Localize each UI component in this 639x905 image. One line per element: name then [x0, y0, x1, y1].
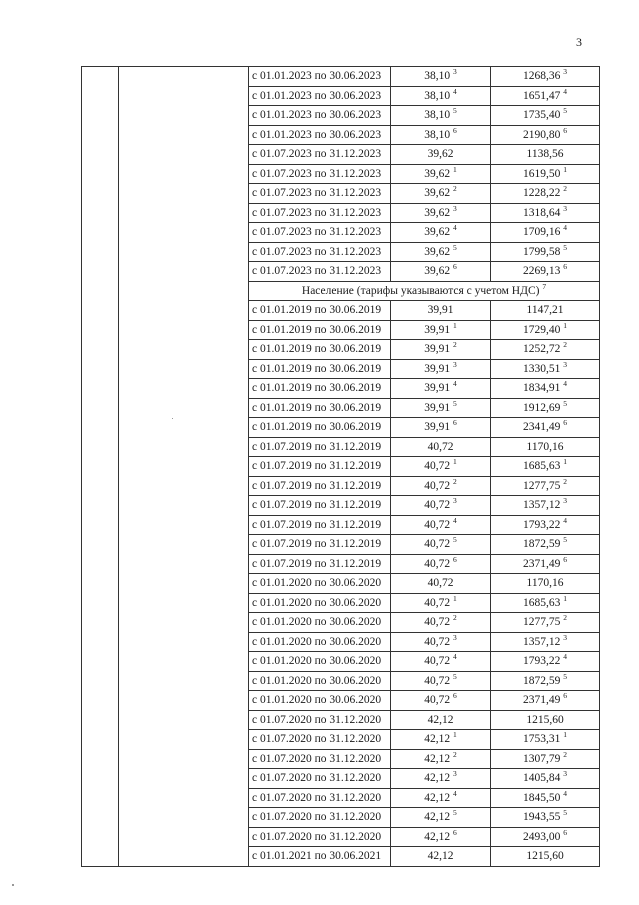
tariff-table-body	[82, 67, 600, 867]
period-cell: с 01.07.2023 по 31.12.2023	[249, 184, 391, 204]
rate-value: 42,12	[424, 830, 451, 843]
footnote-mark: 4	[563, 86, 567, 96]
rate-value: 1147,21	[526, 304, 564, 317]
footnote-mark: 2	[453, 613, 457, 623]
footnote-mark: 5	[563, 671, 567, 681]
group-header-cell	[249, 281, 600, 301]
rate-value: 1872,59	[523, 674, 561, 687]
rate-value: 38,10	[424, 109, 451, 122]
rate-value: 39,62	[424, 226, 451, 239]
rate-per-gcal-cell	[491, 847, 600, 867]
rate-per-gcal-cell	[491, 164, 600, 184]
period-cell: с 01.07.2020 по 31.12.2020	[249, 769, 391, 789]
rate-per-gcal-cell	[491, 554, 600, 574]
rate-per-gcal-cell	[491, 67, 600, 87]
footnote-mark: 5	[453, 398, 457, 408]
rate-value: 1709,16	[523, 226, 561, 239]
period-cell: с 01.07.2019 по 31.12.2019	[249, 457, 391, 477]
rate-per-gcal-cell	[491, 379, 600, 399]
rate-value: 1277,75	[523, 616, 561, 629]
rate-value: 39,91	[424, 362, 451, 375]
footnote-mark: 1	[563, 730, 567, 740]
rate-per-gcal-cell	[491, 223, 600, 243]
rate-value: 42,12	[424, 811, 451, 824]
footnote-mark: 6	[563, 418, 567, 428]
period-cell: с 01.07.2019 по 31.12.2019	[249, 535, 391, 555]
period-cell: с 01.07.2019 по 31.12.2019	[249, 476, 391, 496]
period-cell: с 01.01.2019 по 30.06.2019	[249, 301, 391, 321]
empty-number-column	[82, 67, 119, 867]
rate-value: 38,10	[424, 89, 451, 102]
period-cell: с 01.01.2023 по 30.06.2023	[249, 67, 391, 87]
footnote-mark: 2	[453, 749, 457, 759]
rate-per-kwh-cell	[391, 847, 491, 867]
rate-per-kwh-cell	[391, 184, 491, 204]
rate-per-kwh-cell	[391, 203, 491, 223]
rate-per-gcal-cell	[491, 340, 600, 360]
rate-per-kwh-cell	[391, 613, 491, 633]
footnote-mark: 1	[453, 164, 457, 174]
rate-per-kwh-cell	[391, 242, 491, 262]
rate-value: 40,72	[424, 518, 451, 531]
footnote-mark: 5	[563, 808, 567, 818]
rate-value: 1357,12	[523, 499, 561, 512]
rate-per-gcal-cell	[491, 242, 600, 262]
footnote-mark: 3	[563, 496, 567, 506]
footnote-mark: 2	[453, 184, 457, 194]
footnote-mark: 3	[453, 496, 457, 506]
period-cell: с 01.01.2020 по 30.06.2020	[249, 593, 391, 613]
rate-value: 38,10	[424, 70, 451, 83]
rate-per-kwh-cell	[391, 125, 491, 145]
period-cell: с 01.01.2020 по 30.06.2020	[249, 691, 391, 711]
rate-value: 40,72	[424, 694, 451, 707]
footnote-mark: 2	[563, 184, 567, 194]
period-cell: с 01.07.2023 по 31.12.2023	[249, 203, 391, 223]
rate-value: 39,62	[424, 206, 451, 219]
rate-per-kwh-cell	[391, 788, 491, 808]
footnote-mark: 5	[563, 398, 567, 408]
rate-value: 1845,50	[523, 791, 561, 804]
period-cell: с 01.01.2019 по 30.06.2019	[249, 340, 391, 360]
rate-per-gcal-cell	[491, 125, 600, 145]
rate-value: 1799,58	[523, 245, 561, 258]
rate-value: 39,62	[427, 148, 454, 161]
rate-per-gcal-cell	[491, 359, 600, 379]
rate-value: 40,72	[424, 616, 451, 629]
rate-per-kwh-cell	[391, 145, 491, 165]
rate-per-kwh-cell	[391, 359, 491, 379]
rate-value: 42,12	[424, 772, 451, 785]
rate-value: 1405,84	[523, 772, 561, 785]
rate-per-kwh-cell	[391, 223, 491, 243]
footnote-mark: 4	[453, 379, 457, 389]
rate-per-gcal-cell	[491, 574, 600, 594]
footnote-mark: 5	[453, 808, 457, 818]
period-cell: с 01.07.2020 по 31.12.2020	[249, 730, 391, 750]
period-cell: с 01.07.2020 по 31.12.2020	[249, 749, 391, 769]
period-cell: с 01.07.2019 по 31.12.2019	[249, 437, 391, 457]
rate-per-kwh-cell	[391, 769, 491, 789]
rate-per-gcal-cell	[491, 398, 600, 418]
rate-per-gcal-cell	[491, 613, 600, 633]
footnote-mark: 2	[563, 340, 567, 350]
rate-per-gcal-cell	[491, 301, 600, 321]
rate-value: 40,72	[424, 460, 451, 473]
rate-per-gcal-cell	[491, 671, 600, 691]
rate-value: 42,12	[427, 713, 454, 726]
rate-value: 2371,49	[523, 557, 561, 570]
footnote-mark: 4	[453, 652, 457, 662]
footnote-mark: 3	[563, 359, 567, 369]
rate-value: 2493,00	[523, 830, 561, 843]
footnote-mark: 4	[563, 788, 567, 798]
period-cell: с 01.01.2019 по 30.06.2019	[249, 359, 391, 379]
rate-per-kwh-cell	[391, 593, 491, 613]
rate-value: 40,72	[424, 557, 451, 570]
footnote-mark: 6	[563, 125, 567, 135]
rate-per-kwh-cell	[391, 515, 491, 535]
rate-value: 42,12	[424, 752, 451, 765]
rate-value: 1357,12	[523, 635, 561, 648]
footnote-mark: 6	[453, 554, 457, 564]
rate-per-gcal-cell	[491, 730, 600, 750]
rate-per-kwh-cell	[391, 320, 491, 340]
rate-value: 40,72	[424, 499, 451, 512]
rate-value: 39,62	[424, 265, 451, 278]
rate-value: 2190,80	[523, 128, 561, 141]
footnote-mark: 1	[453, 457, 457, 467]
footnote-mark: 4	[453, 223, 457, 233]
rate-per-gcal-cell	[491, 437, 600, 457]
rate-per-kwh-cell	[391, 340, 491, 360]
rate-per-gcal-cell	[491, 632, 600, 652]
group-header-text: Население (тарифы указываются с учетом НДС)	[301, 284, 540, 297]
rate-value: 1215,60	[526, 850, 564, 863]
period-cell: с 01.01.2020 по 30.06.2020	[249, 632, 391, 652]
rate-per-gcal-cell	[491, 145, 600, 165]
rate-per-kwh-cell	[391, 574, 491, 594]
footnote-mark: 6	[453, 418, 457, 428]
rate-per-kwh-cell	[391, 827, 491, 847]
footnote-mark: 2	[563, 749, 567, 759]
footnote-mark: 3	[563, 203, 567, 213]
rate-value: 1685,63	[523, 460, 561, 473]
footnote-mark: 5	[563, 242, 567, 252]
footnote-mark: 1	[563, 164, 567, 174]
period-cell: с 01.01.2019 по 30.06.2019	[249, 418, 391, 438]
rate-per-kwh-cell	[391, 710, 491, 730]
rate-value: 39,91	[424, 401, 451, 414]
rate-per-kwh-cell	[391, 457, 491, 477]
rate-value: 1252,72	[523, 343, 561, 356]
rate-per-kwh-cell	[391, 379, 491, 399]
rate-per-kwh-cell	[391, 67, 491, 87]
footnote-mark: 2	[453, 476, 457, 486]
rate-per-kwh-cell	[391, 496, 491, 516]
rate-value: 39,91	[424, 421, 451, 434]
footnote-mark: 1	[563, 593, 567, 603]
rate-per-gcal-cell	[491, 749, 600, 769]
rate-per-gcal-cell	[491, 652, 600, 672]
rate-value: 2371,49	[523, 694, 561, 707]
period-cell: с 01.07.2020 по 31.12.2020	[249, 808, 391, 828]
rate-value: 1685,63	[523, 596, 561, 609]
rate-per-kwh-cell	[391, 730, 491, 750]
period-cell: с 01.01.2023 по 30.06.2023	[249, 125, 391, 145]
footnote-mark: 6	[453, 262, 457, 272]
rate-value: 1330,51	[523, 362, 561, 375]
rate-per-gcal-cell	[491, 808, 600, 828]
footnote-mark: 6	[453, 125, 457, 135]
period-cell: с 01.07.2023 по 31.12.2023	[249, 145, 391, 165]
footnote-mark: 1	[563, 320, 567, 330]
period-cell: с 01.07.2020 по 31.12.2020	[249, 788, 391, 808]
rate-per-gcal-cell	[491, 86, 600, 106]
rate-value: 40,72	[427, 440, 454, 453]
footnote-mark: 2	[563, 476, 567, 486]
rate-value: 39,91	[424, 382, 451, 395]
rate-value: 1318,64	[523, 206, 561, 219]
rate-value: 42,12	[424, 791, 451, 804]
rate-value: 1268,36	[523, 70, 561, 83]
rate-per-gcal-cell	[491, 788, 600, 808]
period-cell: с 01.01.2023 по 30.06.2023	[249, 86, 391, 106]
rate-value: 1912,69	[523, 401, 561, 414]
rate-value: 40,72	[427, 577, 454, 590]
rate-value: 40,72	[424, 655, 451, 668]
footnote-mark: 3	[563, 632, 567, 642]
footnote-mark: 1	[563, 457, 567, 467]
rate-value: 1943,55	[523, 811, 561, 824]
rate-value: 39,62	[424, 167, 451, 180]
footnote-mark: 1	[453, 320, 457, 330]
footnote-mark: 4	[453, 86, 457, 96]
period-cell: с 01.01.2019 по 30.06.2019	[249, 398, 391, 418]
footnote-mark: 2	[453, 340, 457, 350]
empty-organization-column	[119, 67, 249, 867]
rate-per-gcal-cell	[491, 769, 600, 789]
rate-value: 1753,31	[523, 733, 561, 746]
rate-per-gcal-cell	[491, 496, 600, 516]
rate-value: 40,72	[424, 596, 451, 609]
footnote-mark: 6	[453, 827, 457, 837]
rate-per-gcal-cell	[491, 106, 600, 126]
footnote-mark: 4	[563, 515, 567, 525]
period-cell: с 01.01.2023 по 30.06.2023	[249, 106, 391, 126]
rate-per-gcal-cell	[491, 476, 600, 496]
rate-per-kwh-cell	[391, 652, 491, 672]
rate-value: 39,62	[424, 187, 451, 200]
rate-per-kwh-cell	[391, 86, 491, 106]
rate-value: 42,12	[424, 733, 451, 746]
rate-per-gcal-cell	[491, 535, 600, 555]
footnote-mark: 4	[563, 379, 567, 389]
period-cell: с 01.07.2023 по 31.12.2023	[249, 223, 391, 243]
rate-value: 1170,16	[526, 577, 564, 590]
period-cell: с 01.01.2020 по 30.06.2020	[249, 613, 391, 633]
period-cell: с 01.07.2023 по 31.12.2023	[249, 164, 391, 184]
rate-per-kwh-cell	[391, 418, 491, 438]
rate-value: 40,72	[424, 674, 451, 687]
rate-per-gcal-cell	[491, 262, 600, 282]
rate-per-kwh-cell	[391, 554, 491, 574]
period-cell: с 01.01.2019 по 30.06.2019	[249, 320, 391, 340]
period-cell: с 01.07.2023 по 31.12.2023	[249, 242, 391, 262]
footnote-mark: 4	[453, 788, 457, 798]
footnote-mark: 7	[542, 281, 547, 291]
rate-value: 40,72	[424, 635, 451, 648]
rate-per-gcal-cell	[491, 593, 600, 613]
period-cell: с 01.01.2020 по 30.06.2020	[249, 652, 391, 672]
period-cell: с 01.07.2020 по 31.12.2020	[249, 710, 391, 730]
period-cell: с 01.01.2019 по 30.06.2019	[249, 379, 391, 399]
rate-per-gcal-cell	[491, 691, 600, 711]
footnote-mark: 3	[453, 67, 457, 77]
footnote-mark: 3	[453, 359, 457, 369]
rate-value: 1170,16	[526, 440, 564, 453]
rate-value: 1619,50	[523, 167, 561, 180]
rate-value: 40,72	[424, 538, 451, 551]
rate-value: 1735,40	[523, 109, 561, 122]
rate-value: 1277,75	[523, 479, 561, 492]
rate-per-gcal-cell	[491, 515, 600, 535]
period-cell: с 01.07.2019 по 31.12.2019	[249, 554, 391, 574]
page-number: 3	[576, 35, 582, 49]
rate-per-kwh-cell	[391, 691, 491, 711]
rate-value: 1215,60	[526, 713, 564, 726]
rate-value: 39,91	[427, 304, 454, 317]
footnote-mark: 6	[563, 262, 567, 272]
rate-per-kwh-cell	[391, 262, 491, 282]
period-cell: с 01.07.2019 по 31.12.2019	[249, 515, 391, 535]
rate-value: 42,12	[427, 850, 454, 863]
rate-value: 1729,40	[523, 323, 561, 336]
rate-per-gcal-cell	[491, 184, 600, 204]
scan-speck	[12, 884, 14, 886]
rate-value: 39,91	[424, 343, 451, 356]
footnote-mark: 3	[453, 769, 457, 779]
rate-value: 1793,22	[523, 518, 561, 531]
footnote-mark: 6	[453, 691, 457, 701]
rate-value: 1138,56	[526, 148, 564, 161]
footnote-mark: 2	[563, 613, 567, 623]
footnote-mark: 3	[453, 203, 457, 213]
rate-value: 39,91	[424, 323, 451, 336]
rate-value: 1651,47	[523, 89, 561, 102]
rate-value: 1228,22	[523, 187, 561, 200]
rate-per-kwh-cell	[391, 106, 491, 126]
rate-value: 1307,79	[523, 752, 561, 765]
rate-per-kwh-cell	[391, 671, 491, 691]
rate-per-kwh-cell	[391, 808, 491, 828]
rate-per-gcal-cell	[491, 320, 600, 340]
footnote-mark: 4	[563, 223, 567, 233]
rate-per-kwh-cell	[391, 398, 491, 418]
rate-value: 1872,59	[523, 538, 561, 551]
footnote-mark: 5	[563, 535, 567, 545]
scan-speck	[172, 418, 173, 419]
period-cell: с 01.07.2020 по 31.12.2020	[249, 827, 391, 847]
period-cell: с 01.07.2023 по 31.12.2023	[249, 262, 391, 282]
footnote-mark: 5	[453, 106, 457, 116]
rate-per-kwh-cell	[391, 437, 491, 457]
rate-value: 1834,91	[523, 382, 561, 395]
footnote-mark: 6	[563, 827, 567, 837]
rate-per-kwh-cell	[391, 749, 491, 769]
period-cell: с 01.01.2020 по 30.06.2020	[249, 574, 391, 594]
rate-per-kwh-cell	[391, 476, 491, 496]
footnote-mark: 4	[453, 515, 457, 525]
rate-value: 40,72	[424, 479, 451, 492]
rate-value: 38,10	[424, 128, 451, 141]
rate-per-gcal-cell	[491, 418, 600, 438]
rate-per-gcal-cell	[491, 203, 600, 223]
rate-value: 2269,13	[523, 265, 561, 278]
footnote-mark: 3	[563, 769, 567, 779]
footnote-mark: 4	[563, 652, 567, 662]
footnote-mark: 1	[453, 730, 457, 740]
footnote-mark: 5	[453, 535, 457, 545]
footnote-mark: 5	[563, 106, 567, 116]
table-row	[82, 67, 600, 87]
footnote-mark: 5	[453, 671, 457, 681]
tariff-table	[81, 66, 600, 867]
footnote-mark: 6	[563, 691, 567, 701]
rate-per-gcal-cell	[491, 710, 600, 730]
footnote-mark: 3	[453, 632, 457, 642]
rate-per-kwh-cell	[391, 632, 491, 652]
footnote-mark: 6	[563, 554, 567, 564]
rate-per-gcal-cell	[491, 827, 600, 847]
rate-per-kwh-cell	[391, 164, 491, 184]
footnote-mark: 3	[563, 67, 567, 77]
period-cell: с 01.01.2021 по 30.06.2021	[249, 847, 391, 867]
rate-per-kwh-cell	[391, 301, 491, 321]
period-cell: с 01.07.2019 по 31.12.2019	[249, 496, 391, 516]
footnote-mark: 1	[453, 593, 457, 603]
rate-per-gcal-cell	[491, 457, 600, 477]
rate-value: 1793,22	[523, 655, 561, 668]
rate-value: 2341,49	[523, 421, 561, 434]
footnote-mark: 5	[453, 242, 457, 252]
rate-value: 39,62	[424, 245, 451, 258]
rate-per-kwh-cell	[391, 535, 491, 555]
period-cell: с 01.01.2020 по 30.06.2020	[249, 671, 391, 691]
